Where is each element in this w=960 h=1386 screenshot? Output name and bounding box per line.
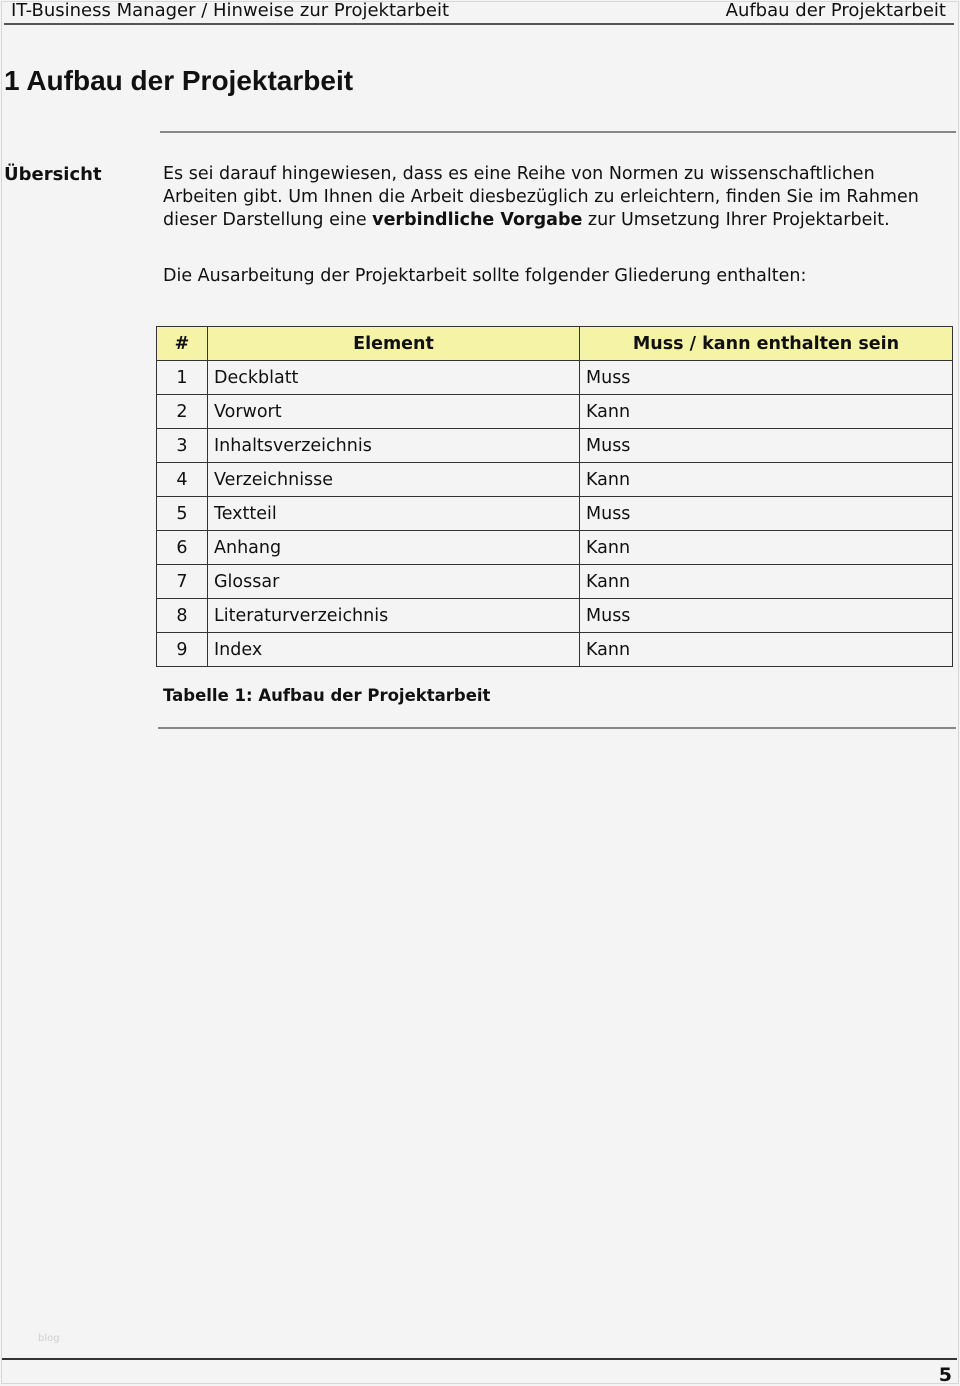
table-row — [157, 463, 953, 497]
running-header-left: IT-Business Manager / Hinweise zur Projektarbeit — [11, 0, 450, 21]
intro-paragraph — [163, 163, 943, 232]
row-number: 9 — [157, 633, 208, 667]
row-element: Verzeichnisse — [208, 463, 580, 497]
row-element: Inhaltsverzeichnis — [208, 429, 580, 463]
row-element: Glossar — [208, 565, 580, 599]
table-row — [157, 497, 953, 531]
row-number: 5 — [157, 497, 208, 531]
table-row — [157, 395, 953, 429]
intro-text-2: zur Umsetzung Ihrer Projektarbeit. — [582, 210, 890, 230]
intro-bold-text: verbindliche Vorgabe — [372, 210, 583, 230]
row-requirement: Kann — [580, 565, 953, 599]
row-requirement: Muss — [580, 361, 953, 395]
row-requirement: Kann — [580, 463, 953, 497]
row-requirement: Muss — [580, 599, 953, 633]
table-row — [157, 633, 953, 667]
table-row — [157, 565, 953, 599]
row-number: 3 — [157, 429, 208, 463]
page-title: 1 Aufbau der Projektarbeit — [4, 65, 354, 96]
footer-divider — [2, 1358, 957, 1360]
structure-paragraph: Die Ausarbeitung der Projektarbeit sollte folgender Gliederung enthalten: — [163, 266, 807, 286]
row-number: 6 — [157, 531, 208, 565]
row-element: Literaturverzeichnis — [208, 599, 580, 633]
section-side-label: Übersicht — [4, 164, 102, 185]
column-header-number: # — [157, 327, 208, 361]
row-element: Textteil — [208, 497, 580, 531]
row-number: 7 — [157, 565, 208, 599]
table-row — [157, 361, 953, 395]
header-divider — [4, 23, 954, 25]
section-divider-top — [160, 131, 956, 133]
row-requirement: Kann — [580, 633, 953, 667]
intro-text-1: Es sei darauf hingewiesen, dass es eine Reihe von Normen zu wissenschaftlichen Arbeiten gibt. Um Ihnen die Arbeit diesbezüglich zu erleichtern, finden Sie im Rahmen dieser Darstellung eine — [163, 164, 919, 230]
structure-table — [156, 326, 953, 667]
page-number: 5 — [938, 1364, 952, 1386]
watermark: blog — [38, 1333, 60, 1344]
row-requirement: Kann — [580, 395, 953, 429]
row-element: Vorwort — [208, 395, 580, 429]
row-number: 4 — [157, 463, 208, 497]
row-number: 2 — [157, 395, 208, 429]
table-row — [157, 599, 953, 633]
row-element: Index — [208, 633, 580, 667]
row-requirement: Kann — [580, 531, 953, 565]
table-caption: Tabelle 1: Aufbau der Projektarbeit — [163, 686, 491, 705]
table-row — [157, 429, 953, 463]
column-header-element: Element — [208, 327, 580, 361]
column-header-requirement: Muss / kann enthalten sein — [580, 327, 953, 361]
table-header-row — [157, 327, 953, 361]
row-number: 8 — [157, 599, 208, 633]
row-requirement: Muss — [580, 497, 953, 531]
running-header-right: Aufbau der Projektarbeit — [725, 0, 946, 21]
row-element: Deckblatt — [208, 361, 580, 395]
table-row — [157, 531, 953, 565]
row-number: 1 — [157, 361, 208, 395]
section-divider-bottom — [158, 727, 956, 729]
row-requirement: Muss — [580, 429, 953, 463]
row-element: Anhang — [208, 531, 580, 565]
